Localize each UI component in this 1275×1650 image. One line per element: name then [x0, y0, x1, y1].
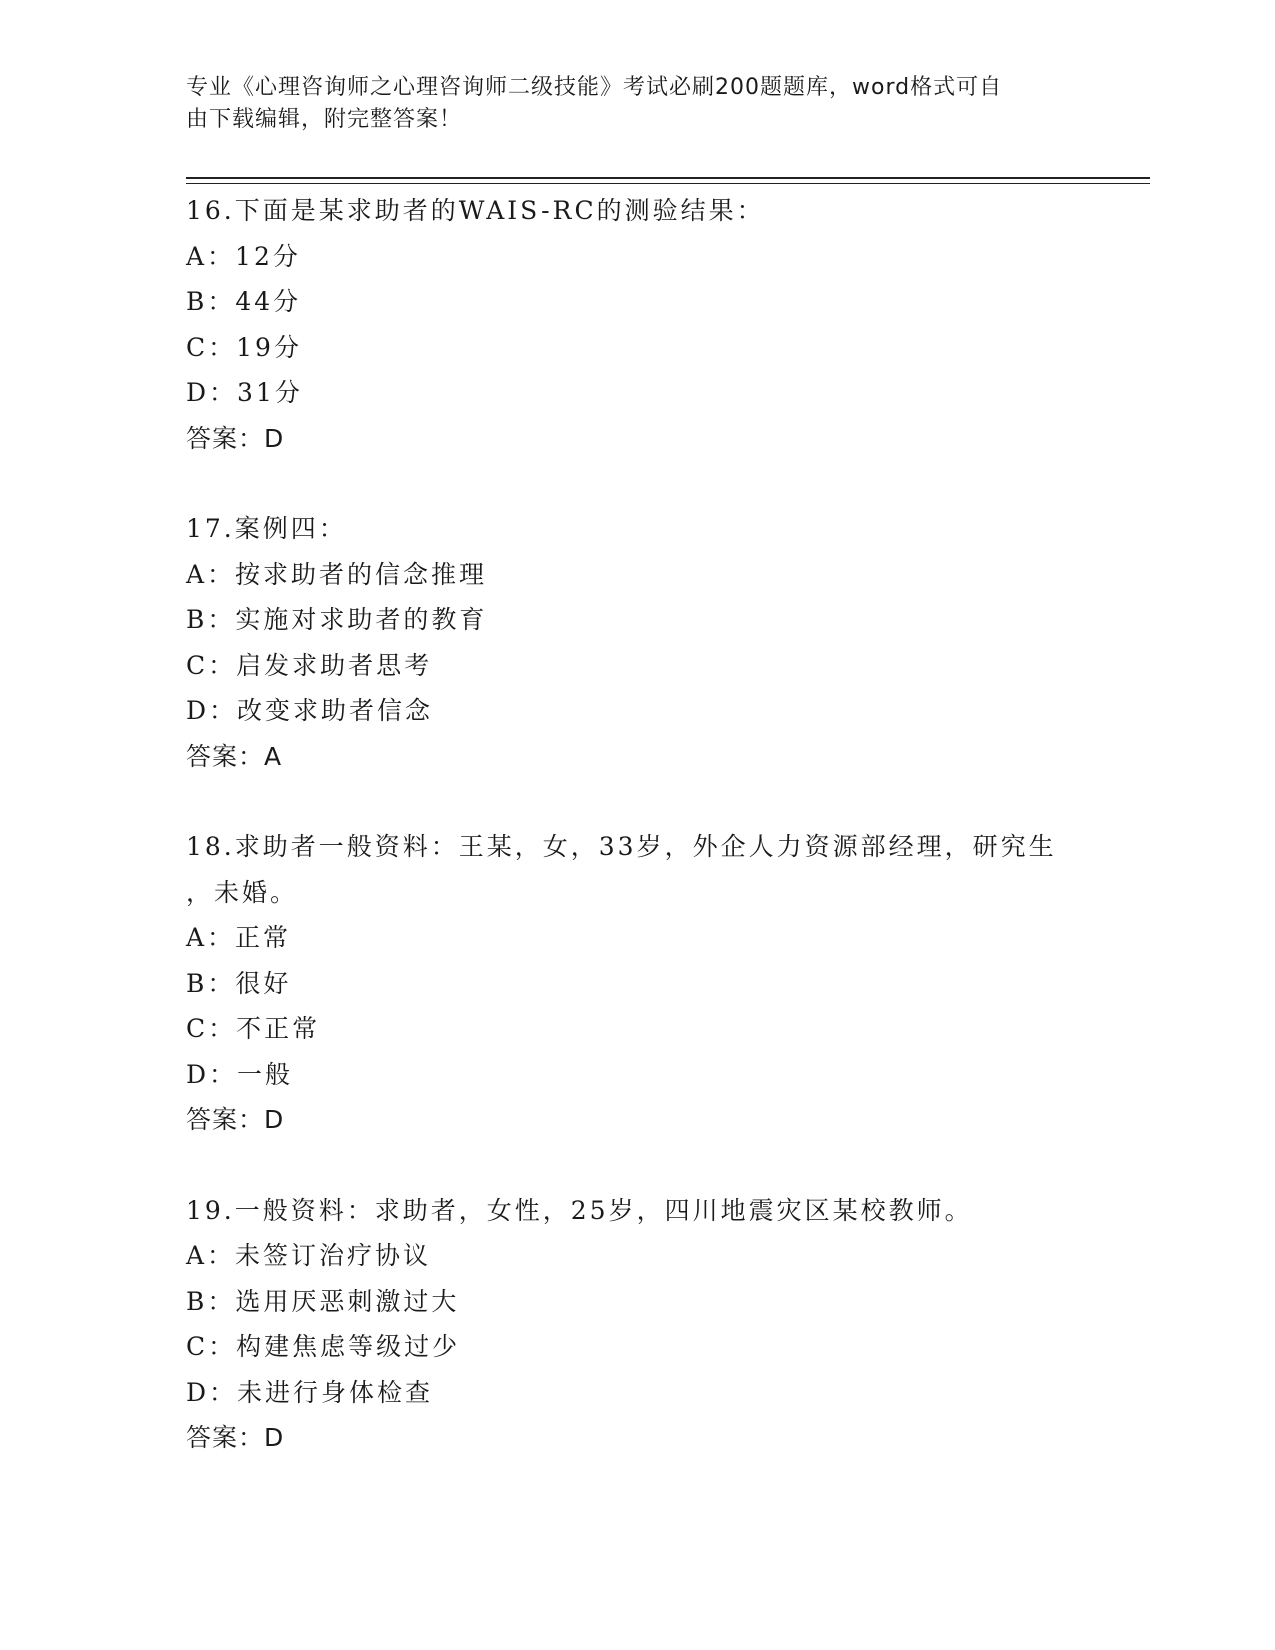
option-c: C：启发求助者思考: [186, 650, 433, 680]
question-title: 19.一般资料：求助者，女性，25岁，四川地震灾区某校教师。: [186, 1195, 973, 1225]
option-d: D：改变求助者信念: [186, 696, 434, 725]
answer-line: 答案：A: [186, 741, 283, 771]
option-d: D：一般: [186, 1059, 294, 1089]
option-d: D：未进行身体检查: [186, 1377, 434, 1407]
header-rule-thick: [186, 177, 1150, 179]
option-b: B：44分: [186, 287, 302, 316]
question-title: 16.下面是某求助者的WAIS-RC的测验结果：: [186, 196, 765, 225]
header-rule-thin: [186, 183, 1150, 184]
question-title-continued: ，未婚。: [186, 877, 299, 907]
answer-line: 答案：D: [186, 423, 285, 453]
option-d: D：31分: [186, 378, 303, 407]
option-a: A：正常: [186, 923, 292, 952]
option-c: C：19分: [186, 332, 302, 362]
option-b: B：实施对求助者的教育: [186, 605, 488, 634]
option-a: A：12分: [186, 241, 301, 271]
header-line-1: 专业《心理咨询师之心理咨询师二级技能》考试必刷200题题库，word格式可自: [186, 75, 1003, 100]
question-18: [186, 824, 1116, 1143]
option-b: B：很好: [186, 968, 292, 998]
option-b: B：选用厌恶刺激过大: [186, 1286, 460, 1316]
question-title: 17.案例四：: [186, 514, 347, 543]
answer-line: 答案：D: [186, 1105, 285, 1134]
question-17: [186, 506, 1116, 779]
option-c: C：构建焦虑等级过少: [186, 1332, 461, 1361]
question-16: [186, 188, 1116, 461]
question-list: [186, 188, 1116, 1461]
header-line-2: 由下载编辑，附完整答案！: [186, 107, 463, 132]
question-title: 18.求助者一般资料：王某，女，33岁，外企人力资源部经理，研究生: [186, 832, 1057, 861]
document-header: [186, 72, 1066, 136]
option-a: A：未签订治疗协议: [186, 1241, 432, 1270]
answer-line: 答案：D: [186, 1423, 285, 1452]
question-19: [186, 1188, 1116, 1461]
option-c: C：不正常: [186, 1014, 321, 1043]
option-a: A：按求助者的信念推理: [186, 559, 488, 589]
